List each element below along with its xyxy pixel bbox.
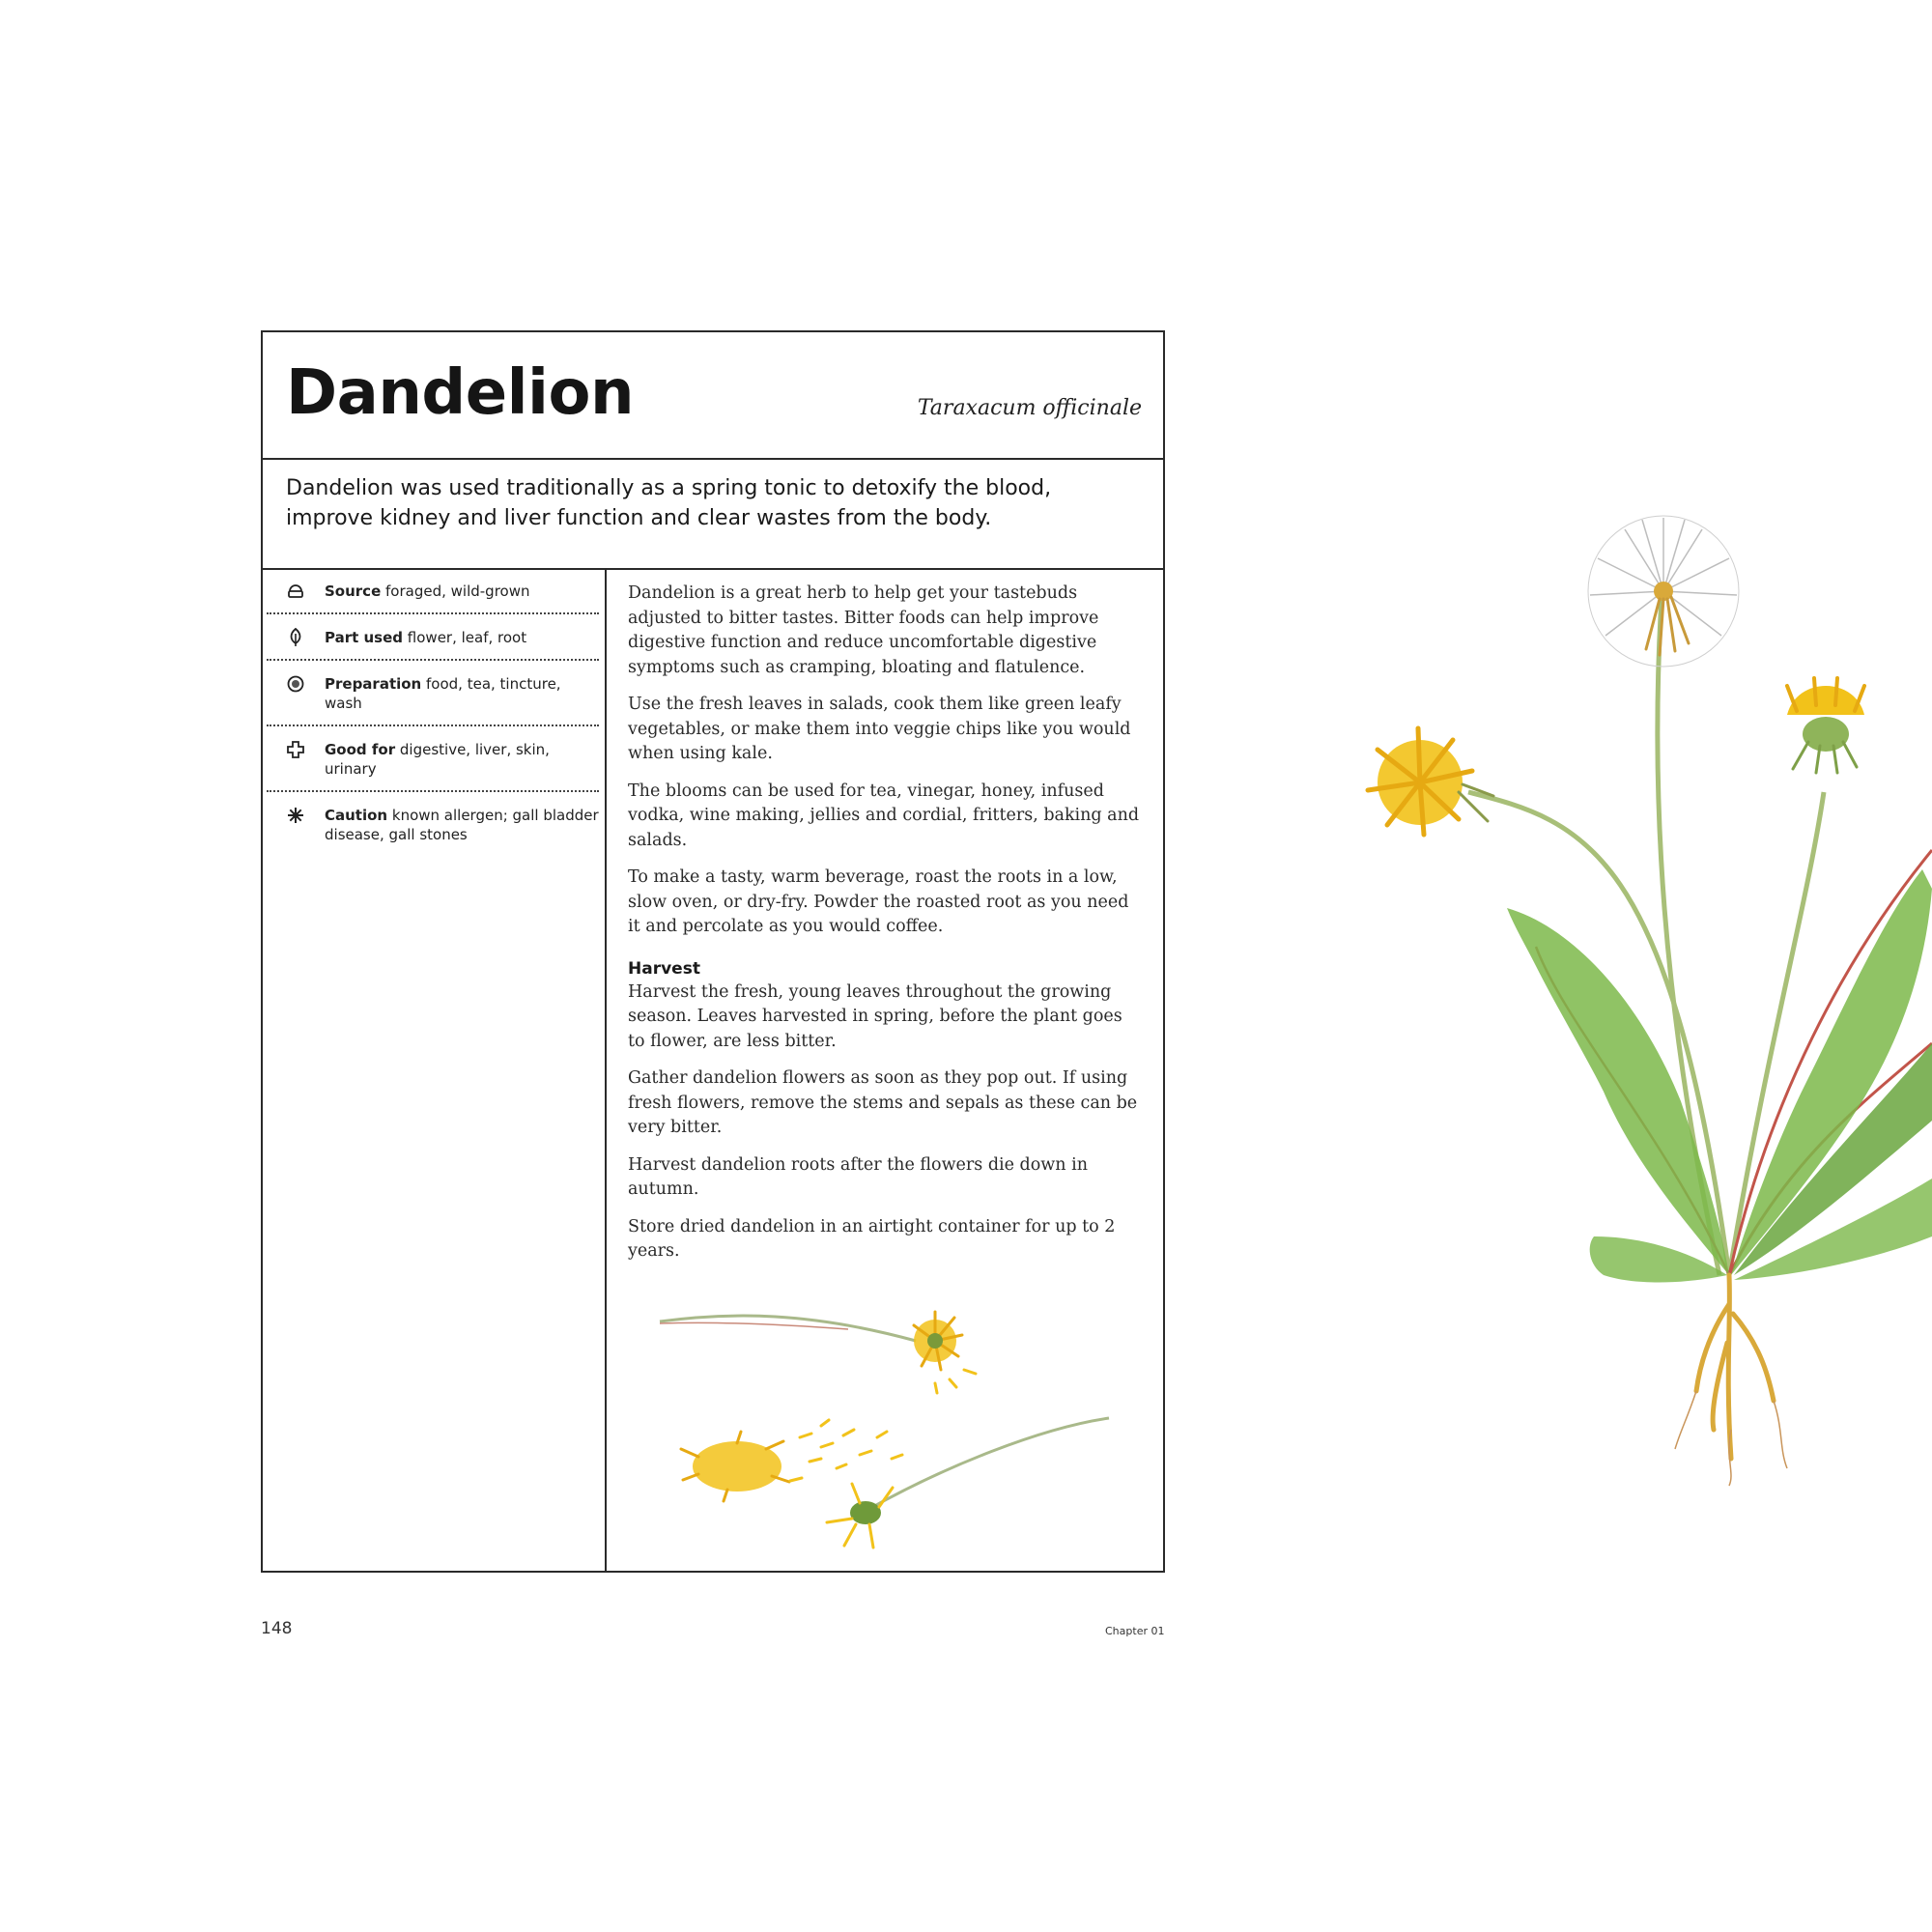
attribute-part-used (267, 614, 599, 661)
harvest-heading: Harvest (628, 958, 700, 979)
body-text (628, 582, 1140, 1277)
attributes-column (263, 568, 607, 1573)
basket-icon (286, 582, 305, 601)
page-number: 148 (261, 1619, 293, 1638)
title-row (263, 332, 1163, 460)
attribute-value: digestive, liver, skin, urinary (325, 741, 550, 778)
leaf-icon (286, 628, 305, 647)
attribute-label: Source (325, 582, 382, 600)
herb-card (261, 330, 1165, 1573)
intro-row (263, 458, 1163, 570)
latin-name: Taraxacum officinale (917, 396, 1142, 420)
description-column (607, 568, 1163, 1573)
attribute-label: Caution (325, 807, 388, 824)
paragraph: Store dried dandelion in an airtight container for up to 2 years. (628, 1216, 1116, 1261)
paragraph: Dandelion is a great herb to help get your tastebuds adjusted to bitter tastes. Bitter foods can help improve digestive function and reduce uncomfortable digestive symptoms such as cramping, bloating and flatulence. (628, 583, 1099, 677)
caution-icon (286, 806, 305, 825)
attribute-value: food, tea, tincture, wash (325, 675, 561, 712)
attribute-value: flower, leaf, root (403, 629, 527, 646)
paragraph: The blooms can be used for tea, vinegar, honey, infused vodka, wine making, jellies and cordial, fritters, baking and salads. (628, 781, 1140, 850)
attribute-label: Good for (325, 741, 396, 758)
attribute-label: Part used (325, 629, 404, 646)
intro-text: Dandelion was used traditionally as a spring tonic to detoxify the blood, improve kidney and liver function and clear wastes from the body. (286, 476, 1052, 530)
flower-sketch-illustration (655, 1302, 1119, 1563)
page-title: Dandelion (286, 357, 634, 429)
chapter-label: Chapter 01 (1105, 1625, 1165, 1637)
attribute-label: Preparation (325, 675, 422, 693)
paragraph: Harvest dandelion roots after the flowers die down in autumn. (628, 1154, 1088, 1199)
attribute-preparation (267, 661, 599, 726)
paragraph: Harvest the fresh, young leaves throughout the growing season. Leaves harvested in spring, before the plant goes to flower, are less bitter. (628, 981, 1122, 1051)
paragraph: To make a tasty, warm beverage, roast the roots in a low, slow oven, or dry-fry. Powder the roasted root as you need it and percolate as you would coffee. (628, 867, 1129, 936)
dandelion-plant-illustration (1343, 502, 1932, 1488)
cross-icon (286, 740, 305, 759)
preparation-icon (286, 674, 305, 694)
attribute-good-for (267, 726, 599, 792)
paragraph: Gather dandelion flowers as soon as they pop out. If using fresh flowers, remove the stems and sepals as these can be very bitter. (628, 1068, 1138, 1137)
attribute-value: known allergen; gall bladder disease, gall stones (325, 807, 599, 843)
attribute-source (267, 568, 599, 614)
attribute-value: foraged, wild-grown (381, 582, 530, 600)
paragraph: Use the fresh leaves in salads, cook them like green leafy vegetables, or make them into veggie chips like you would when using kale. (628, 695, 1131, 763)
attribute-caution (267, 792, 599, 856)
